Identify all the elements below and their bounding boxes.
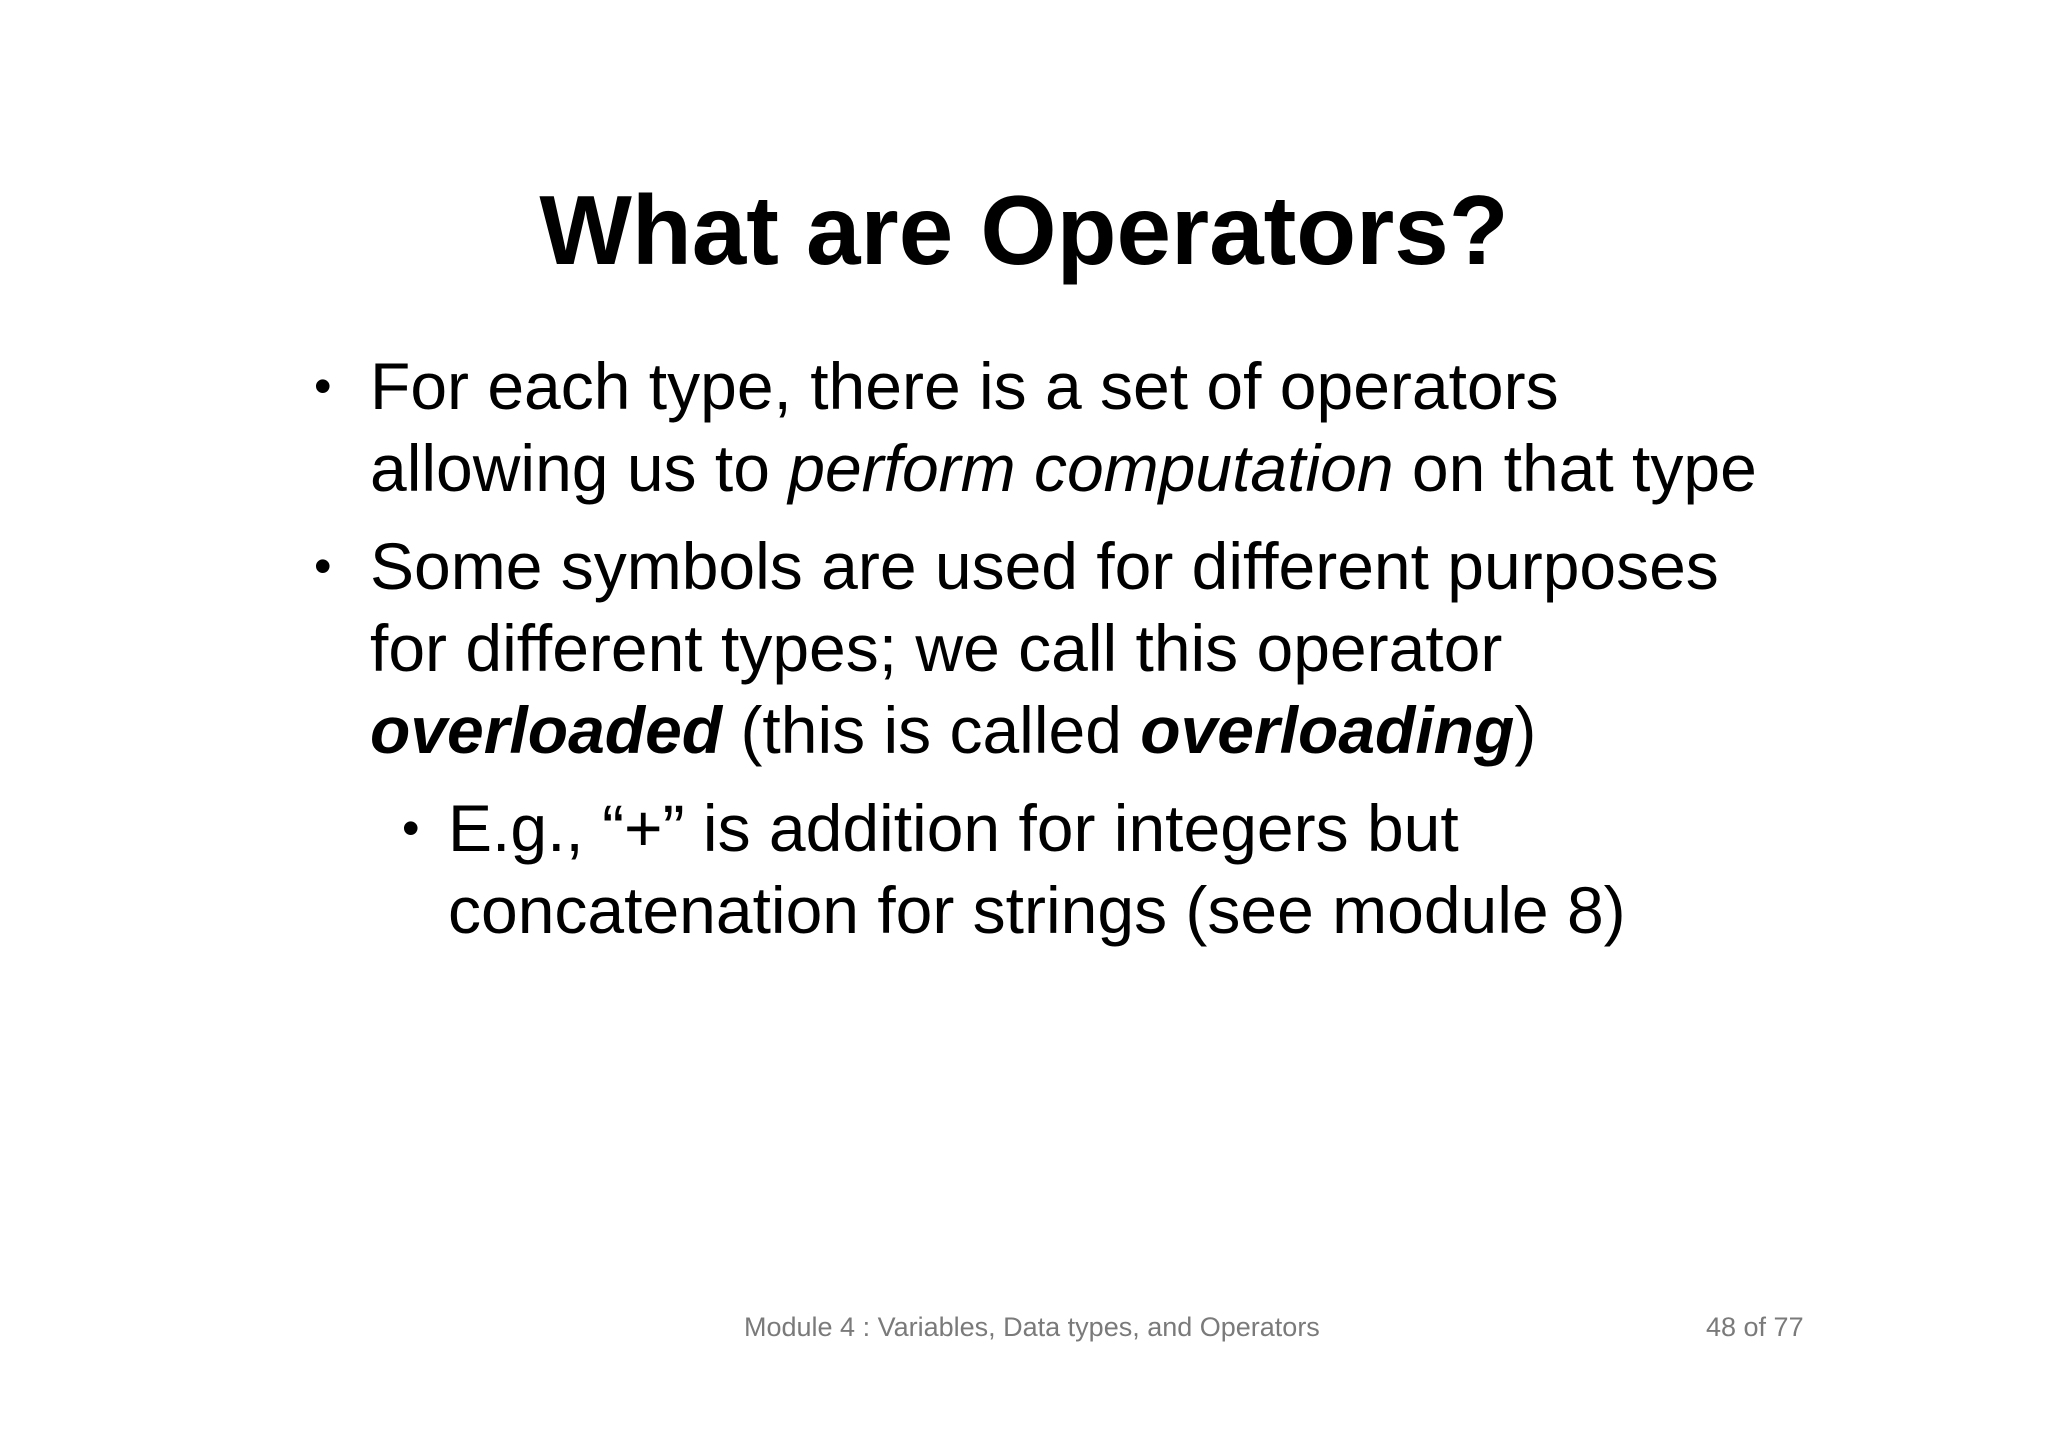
bullet-2-line-1: Some symbols are used for different purposes [370,529,1719,603]
footer-page-number: 48 of 77 [1706,1312,1804,1342]
bullet-1-text-pre: allowing us to [370,431,789,505]
bullet-2-text-post: ) [1514,693,1537,767]
bullet-item-2 [314,525,1930,771]
sub-bullet-line-2: concatenation for strings (see module 8) [448,873,1626,947]
slide-title: What are Operators? [539,175,1509,285]
bullet-1-line-2 [370,427,1930,509]
bullet-2-line-2: for different types; we call this operator [370,611,1503,685]
bullet-dot-icon: • [314,358,332,414]
bullet-item-1 [314,345,1930,509]
sub-bullet-dot-icon: • [402,800,420,856]
bullet-2-line-3 [370,689,1930,771]
term-overloaded: overloaded [370,693,723,767]
bullet-1-emphasis: perform computation [788,431,1394,505]
term-overloading: overloading [1140,693,1515,767]
bullet-1-text-post: on that type [1393,431,1757,505]
bullet-2-text-mid: (this is called [722,693,1141,767]
bullet-dot-icon: • [314,538,332,594]
footer-module-title: Module 4 : Variables, Data types, and Operators [744,1312,1320,1342]
sub-bullet-line-1: E.g., “+” is addition for integers but [448,791,1459,865]
bullet-1-line-1: For each type, there is a set of operators [370,349,1559,423]
sub-bullet-item [402,787,1928,951]
